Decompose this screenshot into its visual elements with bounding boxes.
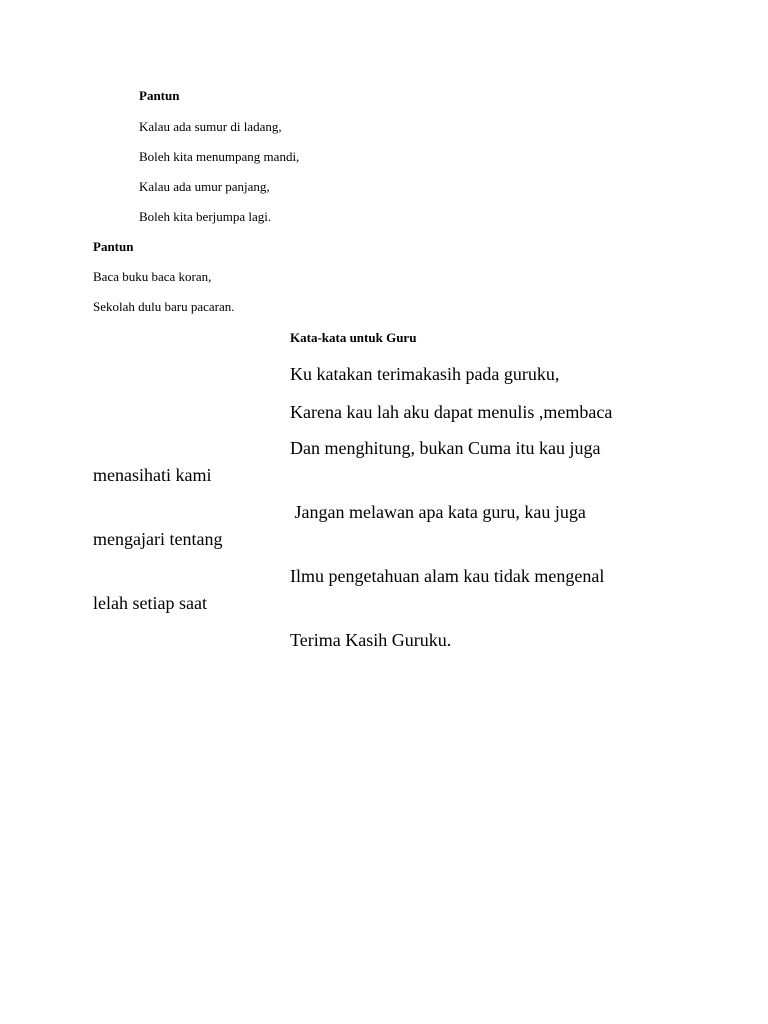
pantun-1-line-1: Kalau ada sumur di ladang, — [139, 119, 282, 134]
poem-line-2: Karena kau lah aku dapat menulis ,membaca — [290, 402, 613, 422]
poem-line-7: Ilmu pengetahuan alam kau tidak mengenal — [290, 566, 605, 586]
pantun-1-line-4: Boleh kita berjumpa lagi. — [139, 209, 272, 224]
pantun-1-line-3: Kalau ada umur panjang, — [139, 179, 270, 194]
poem-line-9: Terima Kasih Guruku. — [290, 630, 452, 650]
poem-title: Kata-kata untuk Guru — [290, 330, 417, 345]
poem-line-8: lelah setiap saat — [93, 593, 207, 613]
pantun-1-title: Pantun — [139, 88, 180, 103]
poem-line-3: Dan menghitung, bukan Cuma itu kau juga — [290, 438, 601, 458]
pantun-2-line-1: Baca buku baca koran, — [93, 269, 212, 284]
poem-line-4: menasihati kami — [93, 465, 212, 485]
pantun-1-line-2: Boleh kita menumpang mandi, — [139, 149, 300, 164]
poem-line-5: Jangan melawan apa kata guru, kau juga — [290, 502, 586, 522]
poem-line-1: Ku katakan terimakasih pada guruku, — [290, 364, 560, 384]
pantun-2-title: Pantun — [93, 239, 134, 254]
poem-line-6: mengajari tentang — [93, 529, 223, 549]
pantun-2-line-2: Sekolah dulu baru pacaran. — [93, 299, 235, 314]
